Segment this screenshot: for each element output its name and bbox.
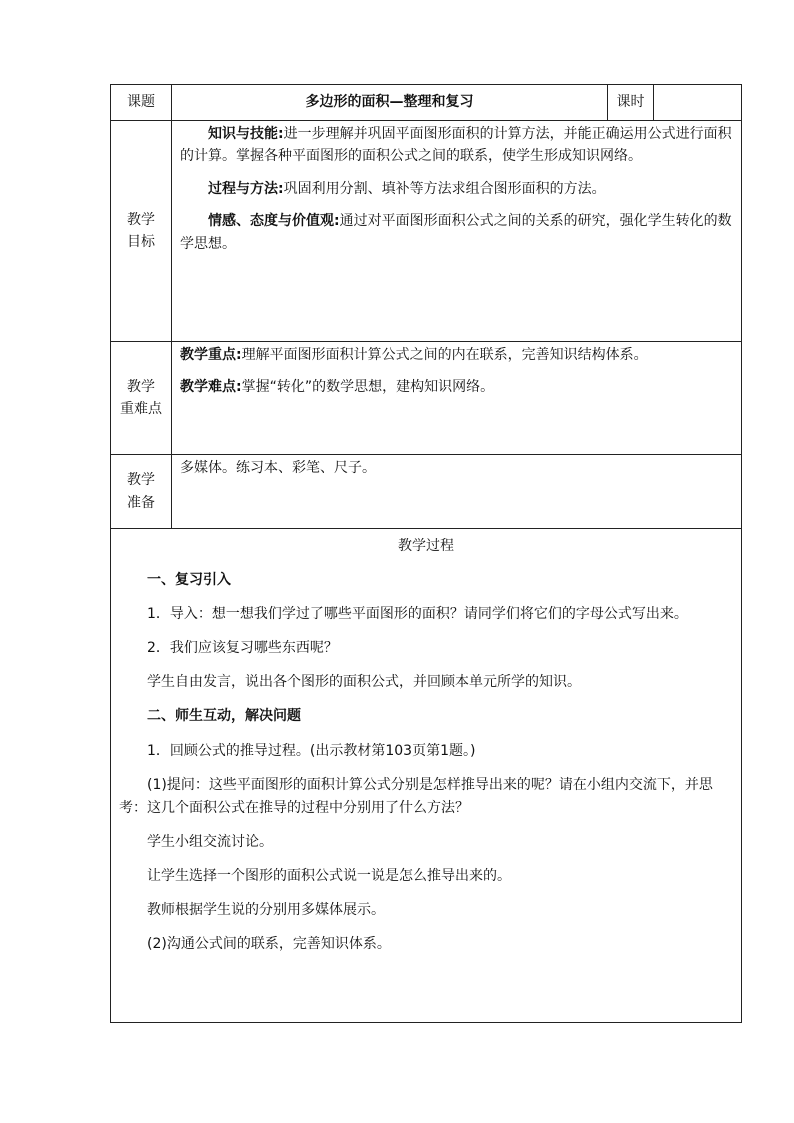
difficulty-heading: 教学难点:	[180, 379, 242, 396]
process-paragraph: 让学生选择一个图形的面积公式说一说是怎么推导出来的。	[147, 867, 511, 884]
section-heading-review: 一、复习引入	[147, 572, 231, 589]
objectives-row	[111, 121, 742, 342]
objectives-label-line1: 教学	[127, 211, 155, 228]
process-paragraph: 2．我们应该复习哪些东西呢？	[147, 640, 338, 657]
lesson-plan-page	[110, 84, 741, 1023]
process-paragraph: (1)提问：这些平面图形的面积计算公式分别是怎样推导出来的呢？请在小组内交流下，并思考：这几个面积公式在推导的过程中分别用了什么方法？	[119, 776, 713, 816]
preparation-label-line1: 教学	[127, 472, 155, 489]
keypoints-label-line2: 重难点	[120, 401, 162, 417]
emotion-value-text: 通过对平面图形面积公式之间的关系的研究，强化学生转化的数学思想。	[180, 213, 732, 252]
preparation-label	[111, 455, 172, 529]
preparation-text: 多媒体。练习本、彩笔、尺子。	[180, 460, 376, 476]
process-method-heading: 过程与方法:	[208, 180, 284, 197]
keypoints-label-line1: 教学	[127, 378, 155, 395]
process-paragraph: 学生小组交流讨论。	[147, 833, 273, 850]
keypoints-row	[111, 342, 742, 455]
period-value	[654, 85, 742, 121]
knowledge-skill-paragraph	[180, 123, 733, 168]
knowledge-skill-text: 进一步理解并巩固平面图形面积的计算方法，并能正确运用公式进行面积的计算。掌握各种平面图形的面积公式之间的联系，使学生形成知识网络。	[180, 126, 732, 165]
keypoints-content	[172, 342, 742, 455]
emotion-value-paragraph	[180, 210, 733, 255]
focus-paragraph	[180, 344, 733, 366]
keypoints-label	[111, 342, 172, 455]
difficulty-text: 掌握“转化”的数学思想，建构知识网络。	[241, 379, 495, 396]
objectives-label	[111, 121, 172, 342]
topic-title: 多边形的面积—整理和复习	[172, 85, 608, 121]
process-paragraph: 1．回顾公式的推导过程。(出示教材第103页第1题。)	[147, 742, 476, 759]
process-paragraph: 1．导入：想一想我们学过了哪些平面图形的面积？请同学们将它们的字母公式写出来。	[147, 606, 688, 623]
focus-heading: 教学重点:	[180, 347, 242, 363]
objectives-content	[172, 121, 742, 342]
topic-row	[111, 85, 742, 121]
process-paragraph: 教师根据学生说的分别用多媒体展示。	[147, 902, 385, 919]
emotion-value-heading: 情感、态度与价值观:	[208, 213, 340, 230]
topic-label: 课题	[111, 85, 172, 121]
process-method-paragraph	[180, 178, 733, 200]
knowledge-skill-heading: 知识与技能:	[208, 126, 284, 142]
difficulty-paragraph	[180, 376, 733, 398]
process-paragraph: 学生自由发言，说出各个图形的面积公式，并回顾本单元所学的知识。	[147, 674, 581, 691]
lesson-plan-table	[110, 84, 742, 1023]
preparation-row	[111, 455, 742, 529]
focus-text: 理解平面图形面积计算公式之间的内在联系，完善知识结构体系。	[241, 347, 648, 363]
process-method-text: 巩固利用分割、填补等方法求组合图形面积的方法。	[283, 180, 606, 197]
preparation-content	[172, 455, 742, 529]
process-paragraph: (2)沟通公式间的联系，完善知识体系。	[147, 936, 391, 953]
objectives-label-line2: 目标	[127, 234, 155, 250]
process-row	[111, 529, 742, 1023]
process-title: 教学过程	[398, 538, 454, 554]
process-content	[111, 529, 742, 1023]
period-label: 课时	[608, 85, 654, 121]
preparation-label-line2: 准备	[127, 494, 155, 511]
section-heading-interaction: 二、师生互动，解决问题	[147, 708, 301, 725]
